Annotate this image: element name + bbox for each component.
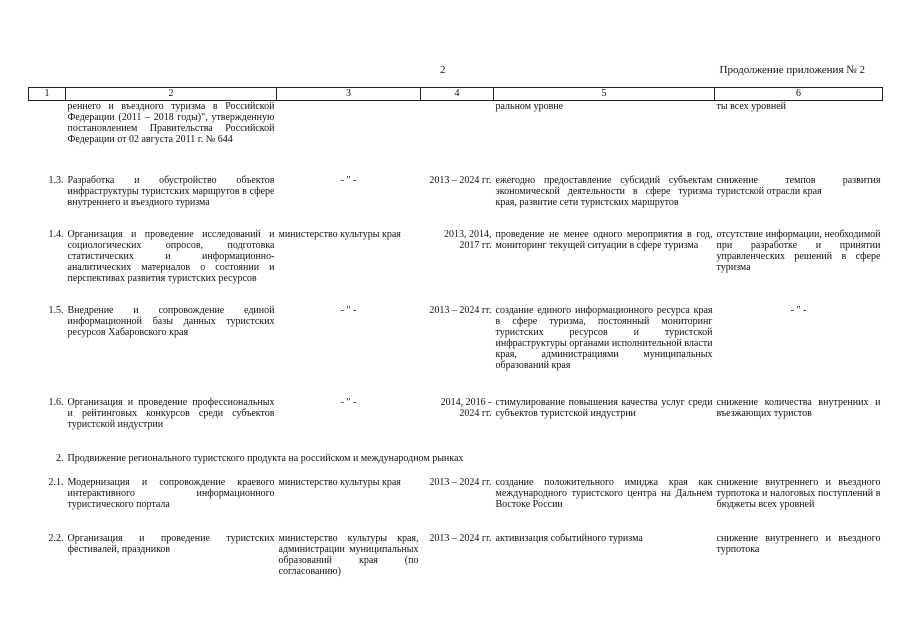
measure-executor: - " - bbox=[340, 396, 357, 408]
measure-result: ральном уровне bbox=[495, 101, 564, 112]
row-number bbox=[29, 101, 66, 175]
measure-result: ежегодно предоставление субсидий субъектам экономической деятельности в сфере туризма края, развитие сети туристских маршрутов bbox=[495, 174, 713, 208]
measure-result: создание единого информационного ресурса края в сфере туризма, постоянный мониторинг туристских ресурсов и туристской инфраструктуры органами исполнительной власти края, администрациями муниципальных образований края bbox=[495, 304, 713, 371]
measure-period: 2013 – 2024 гг. bbox=[429, 174, 492, 186]
measure-name: Модернизация и сопровождение краевого интерактивного информационного туристического портала bbox=[67, 476, 275, 510]
measure-name: Организация и проведение туристских фестивалей, праздников bbox=[67, 532, 275, 555]
table-row bbox=[29, 397, 883, 453]
continuation-title: Продолжение приложения № 2 bbox=[719, 64, 865, 76]
row-number: 1.6. bbox=[48, 396, 64, 408]
measure-result: стимулирование повышения качества услуг среди субъектов туристской индустрии bbox=[495, 396, 713, 419]
column-number-row bbox=[29, 88, 883, 101]
row-number: 1.5. bbox=[48, 304, 64, 316]
table-row bbox=[29, 305, 883, 397]
column-header-5: 5 bbox=[494, 88, 715, 101]
measure-period: 2014, 2016 - 2024 гг. bbox=[440, 396, 492, 419]
measure-period: 2013 – 2024 гг. bbox=[429, 304, 492, 316]
measure-result: создание положительного имиджа края как международного туристского центра на Дальнем Востоке России bbox=[495, 476, 713, 510]
table-row bbox=[29, 229, 883, 305]
section-title: Продвижение регионального туристского продукта на российском и международном рынках bbox=[67, 452, 464, 464]
column-header-1: 1 bbox=[29, 88, 66, 101]
page-number: 2 bbox=[440, 64, 446, 76]
measure-executor bbox=[277, 101, 421, 175]
measure-consequence: снижение темпов развития туристской отрасли края bbox=[716, 174, 881, 197]
column-header-4: 4 bbox=[421, 88, 494, 101]
table-row bbox=[29, 175, 883, 229]
table-row bbox=[29, 101, 883, 175]
measure-executor: - " - bbox=[340, 304, 357, 316]
row-number: 1.4. bbox=[48, 228, 64, 240]
measure-period: 2013 – 2024 гг. bbox=[429, 532, 492, 544]
measures-table bbox=[28, 87, 883, 581]
row-number: 2.2. bbox=[48, 532, 64, 544]
measure-executor: министерство культуры края bbox=[278, 228, 401, 240]
measure-name: Разработка и обустройство объектов инфраструктуры туристских маршрутов в сфере внутреннего и въездного туризма bbox=[67, 174, 275, 208]
measure-period bbox=[421, 101, 494, 175]
section-row bbox=[29, 453, 883, 477]
measure-executor: министерство культуры края bbox=[278, 476, 401, 488]
measure-consequence: ты всех уровней bbox=[716, 101, 786, 112]
measure-result: проведение не менее одного мероприятия в год, мониторинг текущей ситуации в сфере туризма bbox=[495, 228, 713, 251]
table-row bbox=[29, 533, 883, 581]
measure-name: реннего и въездного туризма в Российской Федерации (2011 – 2018 годы)", утвержденную постановлением Правительства Российской Федерации от 02 августа 2011 г. № 644 bbox=[67, 101, 275, 145]
row-number: 1.3. bbox=[48, 174, 64, 186]
measure-consequence: отсутствие информации, необходимой при разработке и принятии управленческих решений в сфере туризма bbox=[716, 228, 881, 273]
measure-name: Организация и проведение профессиональных и рейтинговых конкурсов среди субъектов туристской индустрии bbox=[67, 396, 275, 430]
measure-name: Организация и проведение исследований и социологических опросов, подготовка статистических и информационно-аналитических материалов о состоянии и перспективах развития туристских ресурсов bbox=[67, 228, 275, 284]
column-header-6: 6 bbox=[715, 88, 883, 101]
column-header-2: 2 bbox=[66, 88, 277, 101]
measure-name: Внедрение и сопровождение единой информационной базы данных туристских ресурсов Хабаровского края bbox=[67, 304, 275, 338]
measure-consequence: снижение количества внутренних и въезжающих туристов bbox=[716, 396, 881, 419]
measure-executor: министерство культуры края, администрации муниципальных образований края (по согласованию) bbox=[278, 532, 419, 577]
section-number: 2. bbox=[56, 452, 64, 464]
measure-executor: - " - bbox=[340, 174, 357, 186]
measure-result: активизация событийного туризма bbox=[495, 532, 643, 544]
measure-period: 2013, 2014, 2017 гг. bbox=[444, 228, 492, 251]
measure-period: 2013 – 2024 гг. bbox=[429, 476, 492, 488]
table-row bbox=[29, 477, 883, 533]
row-number: 2.1. bbox=[48, 476, 64, 488]
measure-consequence: снижение внутреннего и въездного турпотока bbox=[716, 532, 881, 555]
column-header-3: 3 bbox=[277, 88, 421, 101]
measure-consequence: снижение внутреннего и въездного турпотока и налоговых поступлений в бюджеты всех уровней bbox=[716, 476, 881, 510]
measure-consequence: - " - bbox=[790, 304, 807, 316]
